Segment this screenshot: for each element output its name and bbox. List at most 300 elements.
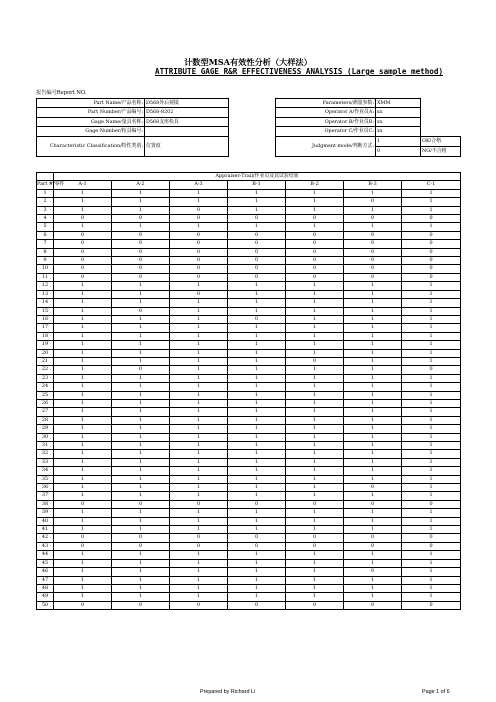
- result-cell: 1: [170, 568, 228, 576]
- part-number-cell: 44: [37, 551, 54, 559]
- result-cell: 1: [112, 189, 170, 197]
- part-number-cell: 48: [37, 584, 54, 592]
- corner-blank: [37, 173, 54, 181]
- result-cell: 0: [286, 231, 344, 239]
- result-cell: 1: [54, 189, 112, 197]
- result-cell: 0: [344, 257, 402, 265]
- result-cell: 1: [170, 450, 228, 458]
- table-row: [37, 509, 461, 517]
- table-row: [37, 257, 461, 265]
- result-cell: 0: [344, 534, 402, 542]
- result-cell: 0: [344, 484, 402, 492]
- result-cell: 1: [344, 374, 402, 382]
- part-number-cell: 22: [37, 366, 54, 374]
- table-row: [37, 341, 461, 349]
- result-cell: 1: [344, 593, 402, 601]
- table-row: [37, 357, 461, 365]
- result-cell: 1: [344, 492, 402, 500]
- result-cell: 0: [402, 231, 461, 239]
- result-cell: 0: [112, 534, 170, 542]
- result-cell: 1: [170, 416, 228, 424]
- result-cell: 1: [170, 349, 228, 357]
- result-cell: 0: [286, 601, 344, 609]
- result-cell: 1: [54, 315, 112, 323]
- result-cell: 1: [344, 349, 402, 357]
- result-cell: 1: [286, 450, 344, 458]
- result-cell: 0: [344, 215, 402, 223]
- part-number-cell: 2: [37, 198, 54, 206]
- result-cell: 1: [112, 492, 170, 500]
- part-number-cell: 13: [37, 290, 54, 298]
- result-cell: 0: [344, 500, 402, 508]
- result-cell: 0: [170, 215, 228, 223]
- result-cell: 1: [54, 198, 112, 206]
- result-cell: 1: [286, 391, 344, 399]
- result-cell: 1: [170, 442, 228, 450]
- result-cell: 1: [286, 467, 344, 475]
- table-row: [37, 383, 461, 391]
- result-cell: 1: [286, 383, 344, 391]
- part-number-cell: 41: [37, 526, 54, 534]
- result-cell: 1: [228, 458, 286, 466]
- table-row: [37, 475, 461, 483]
- result-cell: 1: [228, 383, 286, 391]
- column-header: A-3: [170, 181, 228, 189]
- judgment-texts: [421, 136, 461, 156]
- result-cell: 1: [286, 299, 344, 307]
- result-cell: 1: [112, 458, 170, 466]
- result-cell: 0: [286, 542, 344, 550]
- result-cell: 1: [344, 425, 402, 433]
- result-cell: 1: [402, 475, 461, 483]
- result-cell: 1: [402, 332, 461, 340]
- result-cell: 1: [402, 206, 461, 214]
- result-cell: 0: [112, 601, 170, 609]
- table-row: [37, 416, 461, 424]
- operator-b-value: xx: [376, 117, 421, 126]
- table-row: [37, 425, 461, 433]
- table-row: [37, 307, 461, 315]
- result-cell: 1: [344, 509, 402, 517]
- parameters-label: Parameters/测量参数:: [276, 99, 376, 108]
- result-cell: 1: [286, 492, 344, 500]
- result-cell: 1: [228, 206, 286, 214]
- part-number-cell: 15: [37, 307, 54, 315]
- result-cell: 1: [170, 223, 228, 231]
- result-cell: 1: [286, 593, 344, 601]
- table-row: [37, 366, 461, 374]
- result-cell: 1: [228, 517, 286, 525]
- result-cell: 1: [286, 324, 344, 332]
- result-cell: 0: [112, 248, 170, 256]
- table-row: [37, 450, 461, 458]
- result-cell: 1: [344, 559, 402, 567]
- result-cell: 1: [228, 475, 286, 483]
- result-cell: 1: [228, 307, 286, 315]
- result-cell: 1: [344, 399, 402, 407]
- result-cell: 1: [402, 374, 461, 382]
- result-cell: 1: [402, 341, 461, 349]
- result-cell: 0: [228, 248, 286, 256]
- result-cell: 1: [170, 198, 228, 206]
- part-number-cell: 47: [37, 576, 54, 584]
- result-cell: 0: [402, 534, 461, 542]
- result-cell: 1: [54, 307, 112, 315]
- result-cell: 1: [54, 492, 112, 500]
- result-cell: 0: [112, 273, 170, 281]
- part-number-cell: 31: [37, 442, 54, 450]
- result-cell: 1: [344, 307, 402, 315]
- result-cell: 1: [402, 433, 461, 441]
- result-cell: 1: [402, 559, 461, 567]
- result-cell: 0: [286, 357, 344, 365]
- result-cell: 1: [112, 442, 170, 450]
- result-cell: 1: [228, 223, 286, 231]
- table-row: [37, 391, 461, 399]
- result-cell: 1: [286, 332, 344, 340]
- result-cell: 1: [286, 341, 344, 349]
- result-cell: 0: [170, 500, 228, 508]
- result-cell: 1: [228, 509, 286, 517]
- result-cell: 0: [402, 248, 461, 256]
- result-cell: 1: [54, 442, 112, 450]
- part-number-cell: 16: [37, 315, 54, 323]
- part-number-cell: 28: [37, 416, 54, 424]
- part-number-cell: 21: [37, 357, 54, 365]
- result-cell: 1: [402, 399, 461, 407]
- result-cell: 0: [402, 601, 461, 609]
- result-cell: 0: [54, 265, 112, 273]
- result-cell: 1: [112, 568, 170, 576]
- result-cell: 1: [228, 189, 286, 197]
- result-cell: 1: [54, 484, 112, 492]
- result-cell: 0: [170, 231, 228, 239]
- result-cell: 0: [112, 366, 170, 374]
- part-number-cell: 23: [37, 374, 54, 382]
- result-cell: 1: [228, 526, 286, 534]
- result-cell: 1: [402, 189, 461, 197]
- result-cell: 1: [344, 458, 402, 466]
- result-cell: 1: [170, 341, 228, 349]
- result-cell: 1: [228, 416, 286, 424]
- result-cell: 1: [402, 467, 461, 475]
- result-cell: 1: [286, 206, 344, 214]
- result-cell: 1: [170, 492, 228, 500]
- result-cell: 1: [402, 458, 461, 466]
- result-cell: 1: [344, 551, 402, 559]
- result-cell: 1: [112, 357, 170, 365]
- part-number-cell: 46: [37, 568, 54, 576]
- table-row: [37, 576, 461, 584]
- table-row: [37, 568, 461, 576]
- table-row: [37, 517, 461, 525]
- table-row: [37, 399, 461, 407]
- result-cell: 0: [228, 240, 286, 248]
- result-cell: 1: [170, 551, 228, 559]
- result-cell: 0: [344, 542, 402, 550]
- part-number-cell: 33: [37, 458, 54, 466]
- result-cell: 0: [286, 534, 344, 542]
- result-cell: 0: [286, 273, 344, 281]
- result-cell: 1: [170, 458, 228, 466]
- result-cell: 0: [228, 215, 286, 223]
- result-cell: 1: [402, 383, 461, 391]
- result-cell: 1: [344, 341, 402, 349]
- column-header: B-1: [228, 181, 286, 189]
- result-cell: 0: [228, 500, 286, 508]
- result-cell: 1: [402, 509, 461, 517]
- part-number-cell: 34: [37, 467, 54, 475]
- result-cell: 1: [54, 559, 112, 567]
- result-cell: 0: [402, 240, 461, 248]
- result-cell: 1: [286, 425, 344, 433]
- result-cell: 1: [344, 433, 402, 441]
- result-cell: 0: [54, 240, 112, 248]
- result-cell: 1: [286, 551, 344, 559]
- result-cell: 1: [228, 568, 286, 576]
- result-cell: 1: [170, 576, 228, 584]
- table-row: [37, 282, 461, 290]
- result-cell: 1: [112, 425, 170, 433]
- part-number-cell: 10: [37, 265, 54, 273]
- table-row: [37, 551, 461, 559]
- result-cell: 1: [344, 475, 402, 483]
- result-cell: 1: [228, 324, 286, 332]
- result-cell: 1: [402, 307, 461, 315]
- result-cell: 1: [170, 408, 228, 416]
- result-cell: 1: [228, 425, 286, 433]
- part-number-cell: 50: [37, 601, 54, 609]
- part-number-cell: 17: [37, 324, 54, 332]
- results-table: [36, 172, 461, 610]
- result-cell: 1: [54, 357, 112, 365]
- result-cell: 1: [112, 484, 170, 492]
- result-cell: 1: [112, 509, 170, 517]
- result-cell: 1: [170, 399, 228, 407]
- result-cell: 0: [402, 265, 461, 273]
- result-cell: 1: [112, 383, 170, 391]
- ok-code: 1: [376, 137, 420, 147]
- table-row: [37, 433, 461, 441]
- result-cell: 0: [112, 542, 170, 550]
- result-cell: 1: [54, 576, 112, 584]
- result-cell: 1: [228, 332, 286, 340]
- result-cell: 1: [170, 307, 228, 315]
- result-cell: 0: [286, 215, 344, 223]
- result-cell: 1: [170, 282, 228, 290]
- result-cell: 0: [344, 601, 402, 609]
- result-cell: 1: [402, 450, 461, 458]
- table-row: [37, 559, 461, 567]
- result-cell: 1: [286, 416, 344, 424]
- result-cell: 1: [170, 484, 228, 492]
- result-cell: 0: [54, 601, 112, 609]
- ng-text: NG/不合格: [422, 147, 447, 154]
- result-cell: 0: [170, 542, 228, 550]
- result-cell: 1: [54, 324, 112, 332]
- table-row: [37, 500, 461, 508]
- result-cell: 1: [112, 299, 170, 307]
- result-cell: 1: [286, 408, 344, 416]
- result-cell: 1: [54, 374, 112, 382]
- result-cell: 1: [402, 223, 461, 231]
- result-cell: 1: [286, 475, 344, 483]
- part-number-value: D568-8202: [145, 108, 229, 117]
- result-cell: 0: [402, 500, 461, 508]
- result-cell: 1: [286, 509, 344, 517]
- result-cell: 1: [112, 475, 170, 483]
- part-number-cell: 11: [37, 273, 54, 281]
- result-cell: 1: [402, 492, 461, 500]
- result-cell: 1: [112, 416, 170, 424]
- table-row: [37, 349, 461, 357]
- result-cell: 1: [286, 584, 344, 592]
- title-chinese: 计数型MSA有效性分析（大样法）: [184, 57, 312, 67]
- result-cell: 1: [54, 509, 112, 517]
- result-cell: 0: [112, 307, 170, 315]
- result-cell: 1: [228, 484, 286, 492]
- info-table: [36, 98, 461, 157]
- result-cell: 1: [112, 282, 170, 290]
- result-cell: 1: [170, 332, 228, 340]
- result-cell: 0: [402, 215, 461, 223]
- result-cell: 1: [170, 374, 228, 382]
- result-cell: 0: [54, 215, 112, 223]
- result-cell: 1: [344, 315, 402, 323]
- column-header: B-3: [344, 181, 402, 189]
- result-cell: 0: [170, 601, 228, 609]
- result-cell: 0: [54, 257, 112, 265]
- result-cell: 1: [344, 206, 402, 214]
- result-cell: 1: [402, 408, 461, 416]
- result-cell: 1: [54, 399, 112, 407]
- table-row: [37, 189, 461, 197]
- result-cell: 0: [402, 273, 461, 281]
- result-cell: 1: [344, 517, 402, 525]
- result-cell: 1: [112, 450, 170, 458]
- result-cell: 1: [228, 576, 286, 584]
- result-cell: 1: [344, 584, 402, 592]
- result-cell: 1: [170, 584, 228, 592]
- table-row: [37, 240, 461, 248]
- result-cell: 0: [170, 240, 228, 248]
- result-cell: 1: [344, 442, 402, 450]
- table-row: [37, 223, 461, 231]
- result-cell: 0: [228, 315, 286, 323]
- result-cell: 1: [344, 391, 402, 399]
- result-cell: 1: [54, 416, 112, 424]
- result-cell: 1: [286, 442, 344, 450]
- result-cell: 1: [228, 198, 286, 206]
- result-cell: 1: [344, 189, 402, 197]
- result-cell: 1: [228, 467, 286, 475]
- result-cell: 1: [228, 559, 286, 567]
- result-cell: 0: [228, 273, 286, 281]
- result-cell: 1: [344, 576, 402, 584]
- column-header: B-2: [286, 181, 344, 189]
- result-cell: 0: [54, 273, 112, 281]
- result-cell: 0: [170, 206, 228, 214]
- part-number-cell: 38: [37, 500, 54, 508]
- result-cell: 1: [402, 442, 461, 450]
- result-cell: 1: [286, 576, 344, 584]
- result-cell: 1: [170, 593, 228, 601]
- result-cell: 0: [170, 290, 228, 298]
- result-cell: 1: [170, 383, 228, 391]
- result-cell: 1: [402, 198, 461, 206]
- result-cell: 0: [112, 215, 170, 223]
- part-number-cell: 7: [37, 240, 54, 248]
- result-cell: 1: [54, 568, 112, 576]
- result-cell: 1: [54, 341, 112, 349]
- table-row: [37, 265, 461, 273]
- gage-name-label: Gage Name/量具名称:: [37, 117, 145, 126]
- table-row: [37, 324, 461, 332]
- result-cell: 1: [402, 324, 461, 332]
- result-cell: 1: [402, 315, 461, 323]
- part-number-cell: 5: [37, 223, 54, 231]
- result-cell: 1: [170, 324, 228, 332]
- table-row: [37, 290, 461, 298]
- result-cell: 1: [286, 559, 344, 567]
- result-cell: 1: [286, 189, 344, 197]
- result-cell: 1: [286, 366, 344, 374]
- result-cell: 1: [402, 391, 461, 399]
- result-cell: 1: [112, 324, 170, 332]
- result-cell: 1: [54, 425, 112, 433]
- part-name-value: D568外后视镜: [145, 99, 229, 108]
- result-cell: 1: [170, 189, 228, 197]
- result-cell: 1: [344, 324, 402, 332]
- result-cell: 0: [112, 500, 170, 508]
- result-cell: 0: [112, 240, 170, 248]
- table-row: [37, 442, 461, 450]
- result-cell: 1: [402, 357, 461, 365]
- result-cell: 1: [228, 408, 286, 416]
- result-cell: 1: [402, 526, 461, 534]
- result-cell: 1: [54, 517, 112, 525]
- result-cell: 1: [112, 332, 170, 340]
- operator-a-value: xx: [376, 108, 421, 117]
- result-cell: 1: [112, 551, 170, 559]
- result-cell: 1: [228, 391, 286, 399]
- result-cell: 0: [402, 257, 461, 265]
- result-cell: 0: [286, 240, 344, 248]
- result-cell: 1: [170, 315, 228, 323]
- table-row: [37, 492, 461, 500]
- parameters-value: XMM: [376, 99, 421, 108]
- table-row: [37, 332, 461, 340]
- result-cell: 1: [286, 399, 344, 407]
- result-cell: 1: [344, 416, 402, 424]
- table-row: [37, 248, 461, 256]
- result-cell: 1: [170, 517, 228, 525]
- result-cell: 1: [402, 484, 461, 492]
- part-number-cell: 42: [37, 534, 54, 542]
- result-cell: 0: [228, 534, 286, 542]
- result-cell: 0: [170, 534, 228, 542]
- table-row: [37, 198, 461, 206]
- result-cell: 1: [170, 357, 228, 365]
- result-cell: 1: [54, 433, 112, 441]
- table-row: [37, 534, 461, 542]
- result-cell: 0: [286, 248, 344, 256]
- result-cell: 1: [286, 290, 344, 298]
- result-cell: 1: [170, 433, 228, 441]
- table-row: [37, 526, 461, 534]
- result-cell: 1: [54, 408, 112, 416]
- result-cell: 1: [286, 526, 344, 534]
